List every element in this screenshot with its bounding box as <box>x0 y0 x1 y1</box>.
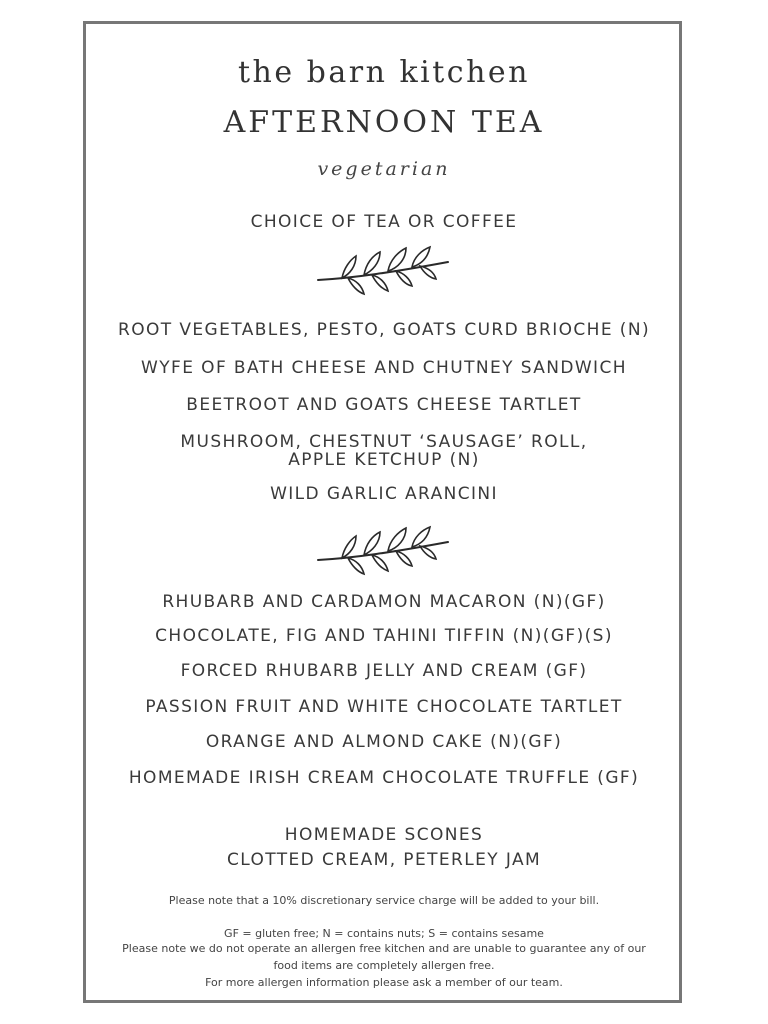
scones-accompaniment: CLOTTED CREAM, PETERLEY JAM <box>226 850 542 870</box>
sweet-item: ORANGE AND ALMOND CAKE (N)(GF) <box>205 732 563 752</box>
allergen-contact-note: For more allergen information please ask a member of our team. <box>205 976 563 989</box>
allergen-key: GF = gluten free; N = contains nuts; S = contains sesame <box>224 927 544 940</box>
sweet-item: PASSION FRUIT AND WHITE CHOCOLATE TARTLET <box>145 697 623 717</box>
leaf-sprig-icon <box>0 240 768 300</box>
service-charge-note: Please note that a 10% discretionary service charge will be added to your bill. <box>168 894 600 907</box>
savoury-item: MUSHROOM, CHESTNUT ‘SAUSAGE’ ROLL, <box>180 432 588 452</box>
leaf-sprig-icon <box>0 520 768 580</box>
allergen-disclaimer-continued: food items are completely allergen free. <box>273 959 495 972</box>
sweet-item: FORCED RHUBARB JELLY AND CREAM (GF) <box>180 661 588 681</box>
savoury-item: BEETROOT AND GOATS CHEESE TARTLET <box>186 395 582 415</box>
scones-heading: HOMEMADE SCONES <box>284 825 484 845</box>
restaurant-name: the barn kitchen <box>238 55 530 90</box>
allergen-disclaimer: Please note we do not operate an allergen free kitchen and are unable to guarantee any of our <box>122 942 646 955</box>
savoury-item: WILD GARLIC ARANCINI <box>270 484 498 504</box>
menu-subtitle: vegetarian <box>317 158 451 180</box>
savoury-item: WYFE OF BATH CHEESE AND CHUTNEY SANDWICH <box>141 358 627 378</box>
sweet-item: RHUBARB AND CARDAMON MACARON (N)(GF) <box>162 592 606 612</box>
drinks-line: CHOICE OF TEA OR COFFEE <box>250 212 518 232</box>
savoury-item: ROOT VEGETABLES, PESTO, GOATS CURD BRIOCHE (N) <box>118 320 650 340</box>
menu-title: AFTERNOON TEA <box>223 105 545 140</box>
sweet-item: CHOCOLATE, FIG AND TAHINI TIFFIN (N)(GF)(S) <box>155 626 613 646</box>
savoury-item-continued: APPLE KETCHUP (N) <box>288 450 480 470</box>
sweet-item: HOMEMADE IRISH CREAM CHOCOLATE TRUFFLE (GF) <box>128 768 640 788</box>
